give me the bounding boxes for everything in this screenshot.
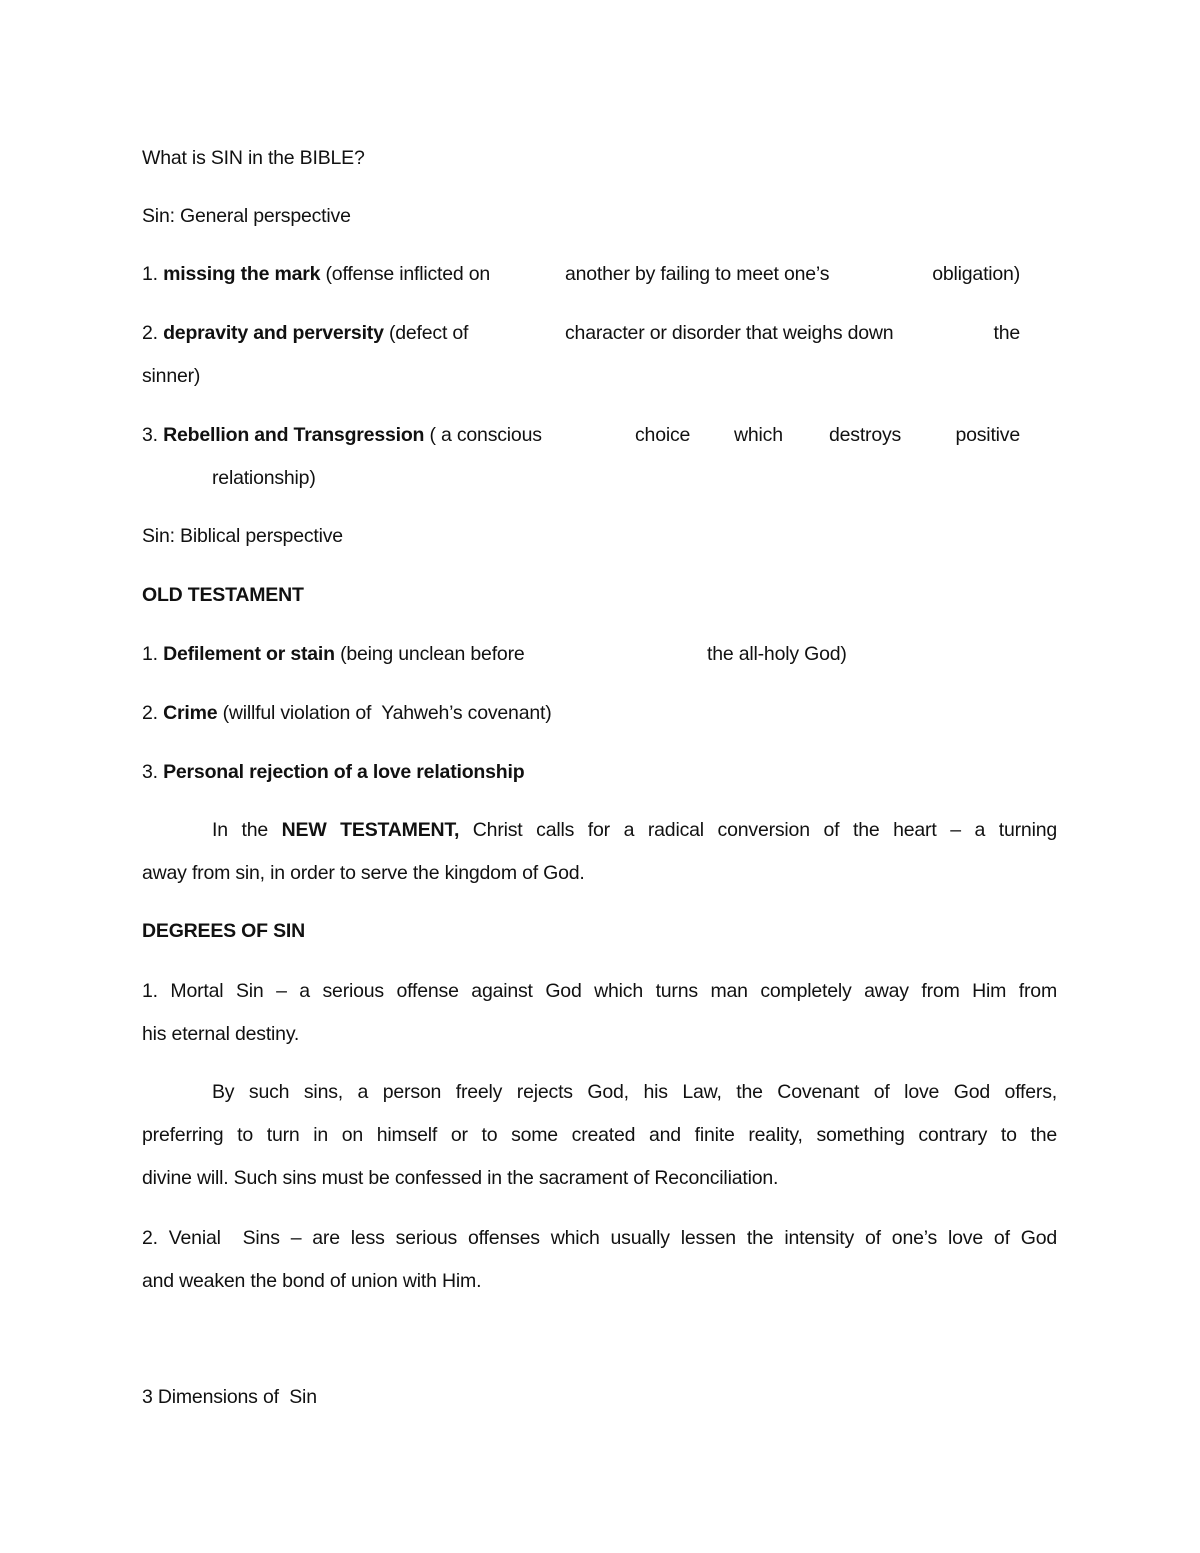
general-item-3-word-4: positive: [955, 424, 1020, 446]
venial-sin-line-2: and weaken the bond of union with Him.: [142, 1270, 482, 1292]
mortal-sin-line-2: his eternal destiny.: [142, 1023, 300, 1045]
general-item-2-continuation: sinner): [142, 365, 201, 387]
ot-item-1-end: the all-holy God): [707, 643, 847, 665]
general-item-1-middle: another by failing to meet one’s: [565, 263, 830, 285]
biblical-perspective-heading: Sin: Biblical perspective: [142, 525, 343, 547]
ot-item-2-term: Crime: [163, 702, 218, 724]
ot-item-3: 3. Personal rejection of a love relationship: [142, 761, 525, 783]
general-item-3-word-2: which: [734, 424, 783, 446]
ot-item-2-text: (willful violation of Yahweh’s covenant): [222, 702, 552, 724]
document-title: What is SIN in the BIBLE?: [142, 147, 365, 169]
general-item-2-middle: character or disorder that weighs down: [565, 322, 894, 344]
ot-item-1-term: Defilement or stain: [163, 643, 335, 665]
ot-item-1-lead: 1. Defilement or stain (being unclean before: [142, 643, 525, 665]
general-item-1-end: obligation): [932, 263, 1020, 285]
general-item-3-word-1: choice: [635, 424, 691, 446]
degrees-of-sin-heading: DEGREES OF SIN: [142, 920, 305, 942]
general-item-2-term: depravity and perversity: [163, 322, 384, 344]
mortal-sin-line-1: 1. Mortal Sin – a serious offense against God which turns man completely away from Him from: [142, 980, 1057, 1002]
venial-sin-line-1: 2. Venial Sins – are less serious offenses which usually lessen the intensity of one’s love of God: [142, 1227, 1057, 1249]
general-item-3-continuation: relationship): [212, 467, 316, 489]
ot-item-3-term: Personal rejection of a love relationship: [163, 761, 525, 783]
ot-item-2: 2. Crime (willful violation of Yahweh’s covenant): [142, 702, 552, 724]
mortal-detail-line-3: divine will. Such sins must be confessed in the sacrament of Reconciliation.: [142, 1167, 779, 1189]
general-item-3-word-3: destroys: [829, 424, 902, 446]
old-testament-heading: OLD TESTAMENT: [142, 584, 304, 606]
general-item-3-lead: 3. Rebellion and Transgression ( a conscious: [142, 424, 542, 446]
new-testament-paragraph-line-2: away from sin, in order to serve the kingdom of God.: [142, 862, 585, 884]
new-testament-term: NEW TESTAMENT,: [281, 819, 460, 841]
dimensions-of-sin-heading: 3 Dimensions of Sin: [142, 1386, 317, 1408]
new-testament-paragraph-line-1: In the NEW TESTAMENT, Christ calls for a radical conversion of the heart – a turning: [212, 819, 1057, 841]
general-item-1-lead: 1. missing the mark (offense inflicted on: [142, 263, 491, 285]
general-item-2-lead: 2. depravity and perversity (defect of: [142, 322, 469, 344]
general-item-2-end: the: [993, 322, 1020, 344]
general-item-3-term: Rebellion and Transgression: [163, 424, 425, 446]
mortal-detail-line-1: By such sins, a person freely rejects God, his Law, the Covenant of love God offers,: [212, 1081, 1057, 1103]
mortal-detail-line-2: preferring to turn in on himself or to some created and finite reality, something contrary to the: [142, 1124, 1057, 1146]
general-perspective-heading: Sin: General perspective: [142, 205, 351, 227]
general-item-1-term: missing the mark: [163, 263, 321, 285]
